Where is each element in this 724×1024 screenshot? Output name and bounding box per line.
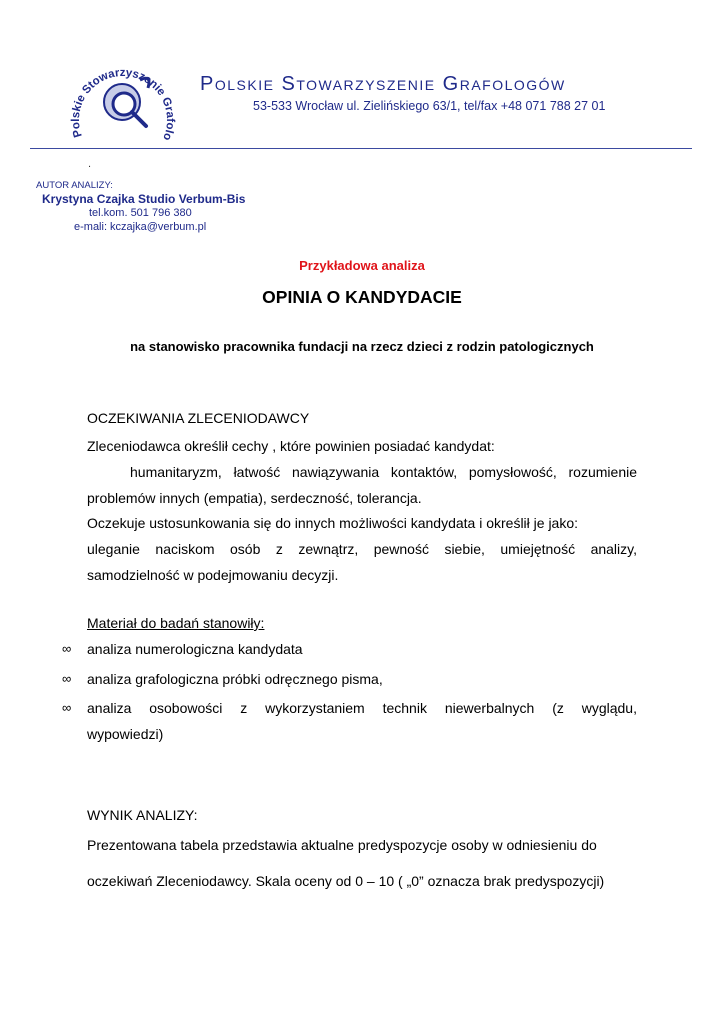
materials-item-2: analiza grafologiczna próbki odręcznego pisma, [87, 671, 383, 687]
expectations-intro: Zleceniodawca określił cechy , które powinien posiadać kandydat: [87, 438, 495, 454]
organization-logo [60, 44, 192, 150]
result-line1: Prezentowana tabela przedstawia aktualne predyspozycje osoby w odniesieniu do [87, 837, 597, 853]
example-label: Przykładowa analiza [299, 258, 425, 273]
expectations-line3: Oczekuje ustosunkowania się do innych możliwości kandydata i określił je jako: [87, 515, 579, 531]
document-title: OPINIA O KANDYDACIE [262, 287, 462, 307]
bullet-icon: ∞ [62, 641, 72, 656]
author-email: e-mali: kczajka@verbum.pl [74, 221, 207, 233]
bullet-icon: ∞ [62, 700, 72, 715]
expectations-traits-line2: problemów innych (empatia), serdeczność, tolerancja. [87, 490, 422, 506]
result-heading: WYNIK ANALIZY: [87, 807, 198, 823]
result-line2: oczekiwań Zleceniodawcy. Skala oceny od 0 – 10 ( „0” oznacza brak predyspozycji) [87, 873, 605, 889]
expectations-heading: OCZEKIWANIA ZLECENIODAWCY [87, 410, 310, 426]
organization-address: 53-533 Wrocław ul. Zielińskiego 63/1, tel/fax +48 071 788 27 01 [253, 99, 606, 113]
author-name: Krystyna Czajka Studio Verbum-Bis [42, 192, 246, 206]
bullet-icon: ∞ [62, 671, 72, 686]
materials-heading: Materiał do badań stanowiły: [87, 615, 265, 631]
materials-item-3-line2: wypowiedzi) [87, 726, 164, 742]
expectations-line5: samodzielność w podejmowaniu decyzji. [87, 567, 339, 583]
stray-dot: . [88, 158, 92, 170]
expectations-traits-line1: humanitaryzm, łatwość nawiązywania kontaktów, pomysłowość, rozumienie [130, 464, 637, 480]
document-subtitle: na stanowisko pracownika fundacji na rzecz dzieci z rodzin patologicznych [130, 339, 594, 354]
logo-text: Polskie Stowarzyszenie Grafolo [69, 67, 177, 142]
materials-item-1: analiza numerologiczna kandydata [87, 641, 303, 657]
materials-item-3-line1: analiza osobowości z wykorzystaniem technik niewerbalnych (z wyglądu, [87, 700, 637, 716]
expectations-line4: uleganie naciskom osób z zewnątrz, pewność siebie, umiejętność analizy, [87, 541, 637, 557]
author-phone: tel.kom. 501 796 380 [89, 207, 192, 219]
author-caption: AUTOR ANALIZY: [36, 180, 113, 191]
organization-name: Polskie Stowarzyszenie Grafologów [200, 73, 566, 95]
header-divider [30, 148, 692, 149]
